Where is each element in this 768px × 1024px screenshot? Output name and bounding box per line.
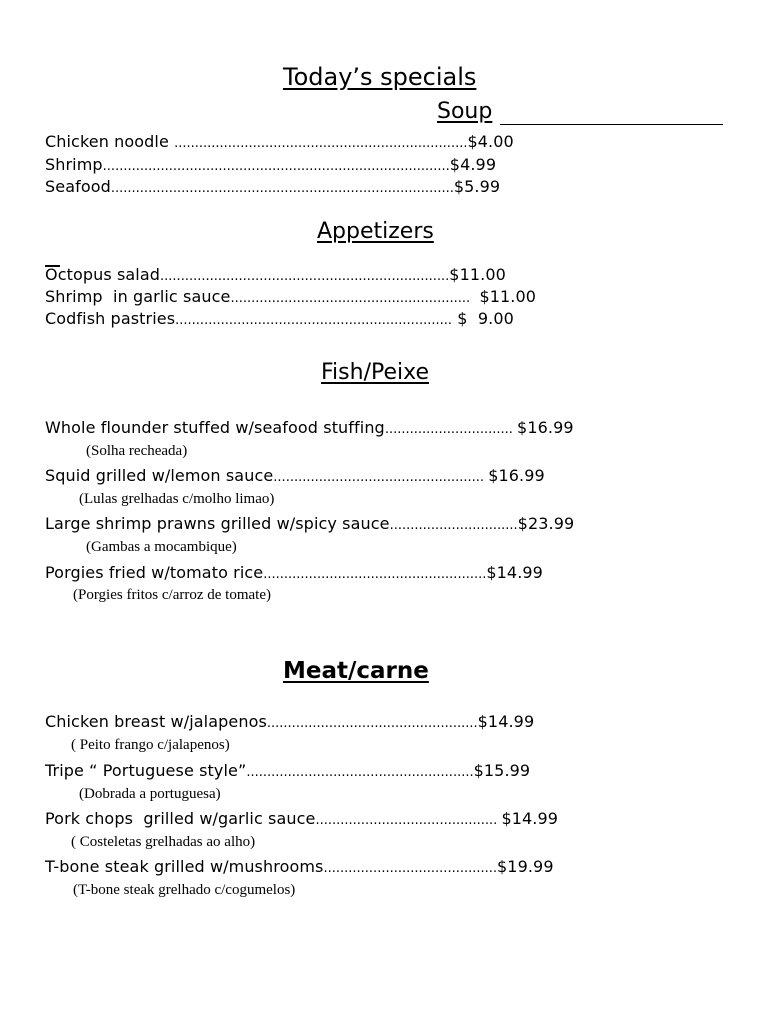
menu-item bbox=[45, 418, 574, 437]
leader-dots: .......................................................... bbox=[230, 291, 475, 306]
soup-heading: Soup bbox=[437, 99, 493, 124]
item-price: $16.99 bbox=[517, 418, 574, 437]
item-translation: (Lulas grelhadas c/molho limao) bbox=[79, 491, 275, 507]
item-translation: (Dobrada a portuguesa) bbox=[79, 786, 221, 802]
leader-dots: ............................................ bbox=[315, 813, 502, 828]
item-name: Shrimp bbox=[45, 155, 103, 174]
item-name: Seafood bbox=[45, 177, 111, 196]
item-translation: (Gambas a mocambique) bbox=[86, 539, 237, 555]
menu-item bbox=[45, 761, 530, 780]
menu-item bbox=[45, 466, 545, 485]
item-name: Porgies fried w/tomato rice bbox=[45, 563, 264, 582]
item-price: $11.00 bbox=[449, 265, 506, 284]
meat-heading: Meat/carne bbox=[283, 658, 429, 684]
page-title: Today’s specials bbox=[283, 63, 477, 91]
item-translation: ( Costeletas grelhadas ao alho) bbox=[71, 834, 256, 850]
item-price: $14.99 bbox=[501, 809, 559, 828]
item-price: $19.99 bbox=[497, 857, 554, 876]
leader-dots: ................................................................................... bbox=[110, 181, 454, 196]
menu-item bbox=[45, 712, 534, 731]
menu-item bbox=[45, 809, 558, 828]
leader-dots: ................................................... bbox=[266, 716, 478, 731]
item-name: Whole flounder stuffed w/seafood stuffing bbox=[45, 418, 385, 437]
fish-heading: Fish/Peixe bbox=[321, 360, 429, 385]
leader-dots: ...................................................................... bbox=[160, 269, 450, 284]
soup-heading-rule bbox=[500, 124, 723, 125]
menu-item bbox=[45, 287, 536, 306]
item-price: $4.00 bbox=[467, 132, 514, 151]
item-name: Octopus salad bbox=[45, 265, 161, 284]
menu-item bbox=[45, 857, 554, 876]
leader-dots: ...................................................... bbox=[263, 567, 487, 582]
item-name: Squid grilled w/lemon sauce bbox=[45, 466, 274, 485]
item-name: Pork chops grilled w/garlic sauce bbox=[45, 809, 316, 828]
item-translation: (T-bone steak grelhado c/cogumelos) bbox=[73, 882, 296, 898]
item-price: $14.99 bbox=[486, 563, 543, 582]
leader-dots: ............................... bbox=[389, 518, 518, 533]
leader-dots: ....................................................................... bbox=[174, 136, 468, 151]
menu-item bbox=[45, 177, 500, 196]
menu-item bbox=[45, 514, 574, 533]
menu-item bbox=[45, 132, 514, 151]
item-price: $5.99 bbox=[453, 177, 501, 196]
item-price: $ 9.00 bbox=[452, 309, 514, 328]
leader-dots: ....................................................... bbox=[246, 765, 474, 780]
leader-dots: .................................................................................... bbox=[102, 159, 450, 174]
menu-item bbox=[45, 563, 543, 582]
item-name: Codfish pastries bbox=[45, 309, 176, 328]
item-name: Shrimp in garlic sauce bbox=[45, 287, 231, 306]
item-translation: ( Peito frango c/jalapenos) bbox=[71, 737, 230, 753]
item-price: $16.99 bbox=[488, 466, 545, 485]
item-name: Chicken breast w/jalapenos bbox=[45, 712, 267, 731]
item-translation: (Porgies fritos c/arroz de tomate) bbox=[73, 587, 271, 603]
leader-dots: ............................... bbox=[384, 422, 518, 437]
item-translation: (Solha recheada) bbox=[86, 443, 188, 459]
item-price: $15.99 bbox=[473, 761, 531, 780]
item-price: $4.99 bbox=[449, 155, 497, 174]
item-name: Chicken noodle bbox=[45, 132, 175, 151]
leader-dots: ................................................... bbox=[273, 470, 489, 485]
leader-dots: .......................................... bbox=[323, 861, 498, 876]
item-price: $11.00 bbox=[474, 287, 537, 306]
menu-item bbox=[45, 265, 506, 284]
item-name: T-bone steak grilled w/mushrooms bbox=[45, 857, 324, 876]
menu-item bbox=[45, 309, 514, 328]
item-price: $23.99 bbox=[517, 514, 575, 533]
menu-item bbox=[45, 155, 496, 174]
appetizers-heading: Appetizers bbox=[317, 219, 434, 244]
leader-dots: ................................................................... bbox=[175, 313, 453, 328]
item-name: Large shrimp prawns grilled w/spicy sauce bbox=[45, 514, 390, 533]
item-name: Tripe “ Portuguese style” bbox=[45, 761, 247, 780]
item-price: $14.99 bbox=[477, 712, 535, 731]
